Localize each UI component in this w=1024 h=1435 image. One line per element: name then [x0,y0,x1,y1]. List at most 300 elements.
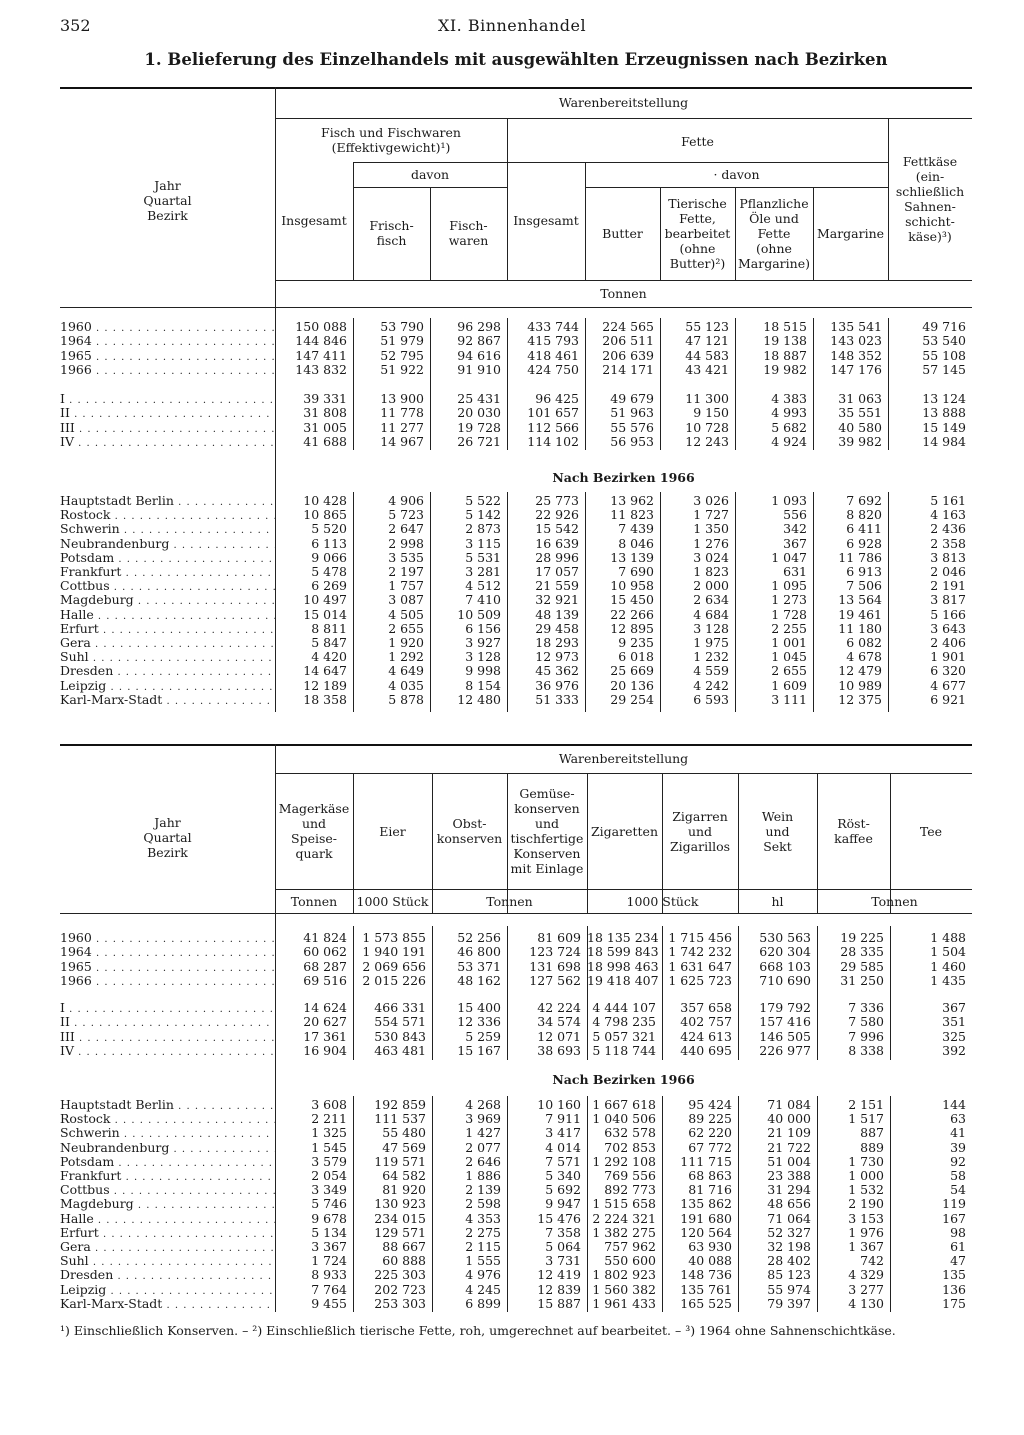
table-cell: 4 798 235 [592,1014,656,1030]
table-cell: 7 764 [311,1281,347,1297]
table-cell: 144 846 [295,333,347,349]
table-cell: 38 693 [537,1042,581,1058]
table-cell: 147 411 [295,347,347,363]
table-cell: 19 138 [763,333,807,349]
table-cell: 1 504 [930,944,966,960]
table-cell: 14 624 [303,1000,347,1015]
table-cell: 4 649 [388,663,424,679]
table-cell: 92 [950,1153,966,1169]
table-cell: 148 736 [680,1267,732,1283]
table-cell: 6 156 [465,620,501,636]
table-cell: 71 064 [767,1210,811,1226]
table-cell: 2 358 [930,535,966,551]
table-cell: 35 551 [838,405,882,421]
table-cell: 226 977 [759,1042,811,1058]
table-cell: 25 669 [610,663,654,679]
table-cell: 31 063 [838,391,882,406]
table-cell: 3 153 [848,1210,884,1226]
table-cell: 14 647 [303,663,347,679]
table-cell: 3 417 [545,1125,581,1141]
table-cell: 10 509 [457,606,501,622]
table-cell: 52 795 [380,347,424,363]
table-cell: 2 015 226 [362,972,426,988]
rule-line [275,118,972,119]
table-cell: 1 427 [465,1125,501,1141]
table-cell: 889 [860,1139,884,1155]
table-cell: 81 716 [688,1182,732,1198]
table-cell: 1 276 [693,535,729,551]
table-cell: 40 580 [838,419,882,435]
table-cell: 28 402 [767,1253,811,1269]
table-cell: 12 895 [610,620,654,636]
table-cell: 1 045 [771,649,807,665]
row-label: 1965 . . . [60,349,275,363]
table-cell: 3 111 [771,691,807,707]
table-cell: 3 128 [693,620,729,636]
table-cell: 9 947 [545,1196,581,1212]
stub-header: Jahr Quartal Bezirk [143,815,192,860]
table-cell: 61 [950,1239,966,1254]
table-cell: 85 123 [767,1267,811,1283]
table-cell: 11 300 [685,391,729,406]
table-cell: 31 808 [303,405,347,421]
row-label: 1966 . . . [60,974,275,988]
table-cell: 4 245 [465,1281,501,1297]
table-cell: 1 560 382 [592,1281,656,1297]
table-cell: 96 298 [457,319,501,334]
table-cell: 892 773 [604,1182,656,1198]
table-cell: 40 000 [767,1111,811,1127]
table-cell: 12 973 [535,649,579,665]
table-cell: 10 865 [303,507,347,523]
table-cell: 19 982 [763,361,807,377]
table-cell: 1 728 [771,606,807,622]
table-cell: 12 839 [537,1281,581,1297]
table-cell: 89 225 [688,1111,732,1127]
table-cell: 8 933 [311,1267,347,1283]
table-cell: 20 030 [457,405,501,421]
table-cell: 46 800 [457,944,501,960]
table-cell: 1 273 [771,592,807,608]
table-cell: 96 425 [535,391,579,406]
table-cell: 41 688 [303,433,347,449]
table-cell: 148 352 [830,347,882,363]
table-cell: 2 406 [930,635,966,650]
table-cell: 2 211 [311,1111,347,1127]
table-cell: 214 171 [602,361,654,377]
table-cell: 20 627 [303,1014,347,1030]
table-cell: 4 163 [930,507,966,523]
table-cell: 10 958 [610,578,654,594]
group-header-warenbereitstellung: Warenbereitstellung [558,751,689,766]
table-cell: 3 115 [465,535,501,551]
table-cell: 2 647 [388,521,424,537]
table-cell: 21 559 [535,578,579,594]
table-cell: 175 [942,1295,966,1311]
table-cell: 9 678 [311,1210,347,1226]
row-label: Dresden . . . [60,664,275,678]
table-cell: 3 643 [930,620,966,636]
row-label: 1960 . . . [60,931,275,945]
rule-line [60,913,972,914]
table-cell: 3 817 [930,592,966,608]
table-cell: 1 325 [311,1125,347,1141]
table-cell: 3 813 [930,549,966,565]
table-cell: 48 656 [767,1196,811,1212]
table-cell: 357 658 [680,1000,732,1015]
table-cell: 29 585 [840,958,884,974]
table-cell: 31 005 [303,419,347,435]
table-cell: 4 924 [771,433,807,449]
davon-fisch: davon [410,167,450,182]
col-frischfisch: Frisch- fisch [369,218,414,248]
table-cell: 12 419 [537,1267,581,1283]
row-label: Schwerin . . . [60,1126,275,1140]
row-label: Potsdam . . . [60,551,275,565]
table-cell: 5 259 [465,1028,501,1044]
table-cell: 2 998 [388,535,424,551]
table-cell: 224 565 [602,319,654,334]
table-cell: 631 [783,564,807,579]
table-cell: 1 545 [311,1139,347,1155]
rule-line [60,307,972,308]
chapter-heading: XI. Binnenhandel [437,16,587,35]
table-cell: 135 541 [830,319,882,334]
table-cell: 530 843 [374,1028,426,1044]
table-cell: 1 292 108 [592,1153,656,1169]
table-cell: 3 128 [465,649,501,665]
table-cell: 11 180 [838,620,882,636]
table-cell: 39 [950,1139,966,1155]
table-cell: 5 142 [465,507,501,523]
table-cell: 28 996 [535,549,579,565]
table-cell: 2 255 [771,620,807,636]
table-cell: 710 690 [759,972,811,988]
table-cell: 36 976 [535,677,579,693]
row-label: Leipzig . . . [60,1283,275,1297]
table-cell: 554 571 [374,1014,426,1030]
table-cell: 67 772 [688,1139,732,1155]
table-cell: 6 928 [846,535,882,551]
row-label: IV . . . [60,1044,275,1058]
row-label: Leipzig . . . [60,679,275,693]
row-label: Cottbus . . . [60,579,275,593]
table-cell: 19 225 [840,930,884,945]
table-cell: 5 746 [311,1196,347,1212]
table-cell: 165 525 [680,1295,732,1311]
table-cell: 16 904 [303,1042,347,1058]
row-label: Cottbus . . . [60,1183,275,1197]
table-cell: 69 516 [303,972,347,988]
table-cell: 6 082 [846,635,882,650]
table-cell: 13 888 [922,405,966,421]
table-cell: 13 564 [838,592,882,608]
table-cell: 4 444 107 [592,1000,656,1015]
table-cell: 29 458 [535,620,579,636]
table-cell: 1 292 [388,649,424,665]
table-cell: 119 [942,1196,966,1212]
table-cell: 55 974 [767,1281,811,1297]
table-cell: 51 004 [767,1153,811,1169]
table-cell: 556 [783,507,807,523]
table-cell: 7 692 [846,493,882,508]
row-label: 1964 . . . [60,945,275,959]
table-cell: 8 154 [465,677,501,693]
unit-tonnen: Tonnen [486,893,533,909]
table-cell: 2 115 [465,1239,501,1254]
table-cell: 1 047 [771,549,807,565]
table-cell: 1 757 [388,578,424,594]
table-cell: 530 563 [759,930,811,945]
table-cell: 34 574 [537,1014,581,1030]
table-cell: 14 967 [380,433,424,449]
table-cell: 26 721 [457,433,501,449]
table-cell: 19 461 [838,606,882,622]
table-cell: 167 [942,1210,966,1226]
table-cell: 3 969 [465,1111,501,1127]
table-cell: 2 873 [465,521,501,537]
table-cell: 39 331 [303,391,347,406]
table-cell: 94 616 [457,347,501,363]
table-cell: 7 996 [848,1028,884,1044]
row-label: Karl-Marx-Stadt . . . [60,693,275,707]
table-cell: 1 631 647 [668,958,732,974]
table-cell: 424 613 [680,1028,732,1044]
table-cell: 95 424 [688,1097,732,1112]
table-cell: 49 679 [610,391,654,406]
table-cell: 6 899 [465,1295,501,1311]
table-cell: 5 057 321 [592,1028,656,1044]
table-cell: 351 [942,1014,966,1030]
table-cell: 2 046 [930,564,966,579]
table-cell: 42 224 [537,1000,581,1015]
table-cell: 6 913 [846,564,882,579]
table-cell: 7 690 [618,564,654,579]
row-label: Magdeburg . . . [60,593,275,607]
table-cell: 466 331 [374,1000,426,1015]
table-cell: 19 418 407 [587,972,659,988]
table-cell: 10 497 [303,592,347,608]
table-cell: 13 962 [610,493,654,508]
table-cell: 130 923 [374,1196,426,1212]
rule-line [60,87,972,89]
table-cell: 887 [860,1125,884,1141]
table-cell: 367 [783,535,807,551]
table-cell: 2 646 [465,1153,501,1169]
row-label: Erfurt . . . [60,622,275,636]
row-label: I . . . [60,1001,275,1015]
table-cell: 150 088 [295,319,347,334]
table-cell: 32 198 [767,1239,811,1254]
table-cell: 143 023 [830,333,882,349]
table-cell: 18 599 843 [587,944,659,960]
table-cell: 1 920 [388,635,424,650]
table-cell: 143 832 [295,361,347,377]
table-cell: 8 338 [848,1042,884,1058]
row-label: Frankfurt . . . [60,1169,275,1183]
table-cell: 28 335 [840,944,884,960]
row-label: IV . . . [60,435,275,449]
unit-hl: hl [771,893,784,909]
row-label: Rostock . . . [60,1112,275,1126]
table-cell: 60 062 [303,944,347,960]
table-cell: 1 555 [465,1253,501,1269]
table-cell: 12 189 [303,677,347,693]
table-cell: 4 242 [693,677,729,693]
table-cell: 1 742 232 [668,944,732,960]
table-cell: 49 716 [922,319,966,334]
table-cell: 4 512 [465,578,501,594]
table-cell: 2 139 [465,1182,501,1198]
row-label: Gera . . . [60,1240,275,1254]
group-header-fette: Fette [681,133,714,149]
table-cell: 1 961 433 [592,1295,656,1311]
table-cell: 43 421 [685,361,729,377]
page-number: 352 [60,16,91,35]
table-cell: 18 135 234 [587,930,659,945]
table-cell: 4 329 [848,1267,884,1283]
table-cell: 234 015 [374,1210,426,1226]
table-cell: 2 436 [930,521,966,537]
table-cell: 4 014 [545,1139,581,1155]
table-cell: 2 634 [693,592,729,608]
table-cell: 3 349 [311,1182,347,1198]
table-cell: 7 336 [848,1000,884,1015]
row-label: Rostock . . . [60,508,275,522]
table-cell: 424 750 [527,361,579,377]
col-zigarren: Zigarren und Zigarillos [669,808,731,854]
table-cell: 47 [950,1253,966,1269]
table-cell: 114 102 [527,433,579,449]
table-cell: 1 573 855 [362,930,426,945]
table-cell: 52 327 [767,1224,811,1240]
table-cell: 23 388 [767,1168,811,1183]
table-cell: 40 088 [688,1253,732,1269]
table-cell: 45 362 [535,663,579,679]
table-cell: 668 103 [759,958,811,974]
table-cell: 325 [942,1028,966,1044]
table-cell: 29 254 [610,691,654,707]
table-cell: 192 859 [374,1097,426,1112]
table-cell: 1 093 [771,493,807,508]
row-label: Suhl . . . [60,1254,275,1268]
row-label: Hauptstadt Berlin . . . [60,494,275,508]
table-cell: 39 982 [838,433,882,449]
table-cell: 47 121 [685,333,729,349]
table-cell: 51 922 [380,361,424,377]
table-cell: 3 277 [848,1281,884,1297]
table-cell: 4 353 [465,1210,501,1226]
table-cell: 135 862 [680,1196,732,1212]
table-cell: 17 057 [535,564,579,579]
table-cell: 64 582 [382,1168,426,1183]
table-cell: 7 439 [618,521,654,537]
rule-line [275,773,972,774]
table-cell: 3 579 [311,1153,347,1169]
table-cell: 253 303 [374,1295,426,1311]
table-cell: 71 084 [767,1097,811,1112]
table-cell: 21 109 [767,1125,811,1141]
table-cell: 12 375 [838,691,882,707]
table-cell: 3 026 [693,493,729,508]
col-roestkaffee: Röst- kaffee [834,816,873,846]
table-cell: 632 578 [604,1125,656,1141]
row-label: Karl-Marx-Stadt . . . [60,1297,275,1311]
table-cell: 2 655 [388,620,424,636]
group-header-warenbereitstellung: Warenbereitstellung [558,95,689,110]
table-cell: 144 [942,1097,966,1112]
table-cell: 14 984 [922,433,966,449]
col-pflanzliche-oele: Pflanzliche Öle und Fette (ohne Margarine) [738,195,810,271]
table-cell: 7 506 [846,578,882,594]
table-cell: 1 730 [848,1153,884,1169]
table-cell: 5 531 [465,549,501,565]
table-cell: 3 535 [388,549,424,565]
row-label: Suhl . . . [60,650,275,664]
table-cell: 6 593 [693,691,729,707]
table-cell: 8 046 [618,535,654,551]
table-cell: 13 139 [610,549,654,565]
table-cell: 135 761 [680,1281,732,1297]
col-wein: Wein und Sekt [761,808,794,854]
row-label: Halle . . . [60,608,275,622]
table-cell: 55 480 [382,1125,426,1141]
table-cell: 440 695 [680,1042,732,1058]
table-cell: 206 639 [602,347,654,363]
table-cell: 56 953 [610,433,654,449]
table-cell: 6 269 [311,578,347,594]
table-cell: 92 867 [457,333,501,349]
row-label: Neubrandenburg . . . [60,537,275,551]
row-label: Potsdam . . . [60,1155,275,1169]
table-cell: 5 878 [388,691,424,707]
table-cell: 7 358 [545,1224,581,1240]
table-cell: 191 680 [680,1210,732,1226]
table-cell: 12 479 [838,663,882,679]
table-cell: 1 727 [693,507,729,523]
table-cell: 15 400 [457,1000,501,1015]
table-cell: 48 162 [457,972,501,988]
table-cell: 54 [950,1182,966,1198]
table-cell: 111 715 [680,1153,732,1169]
table-cell: 51 963 [610,405,654,421]
table-cell: 9 455 [311,1295,347,1311]
table-cell: 1 488 [930,930,966,945]
table-title: 1. Belieferung des Einzelhandels mit ausgewählten Erzeugnissen nach Bezirken [144,50,888,69]
table-cell: 402 757 [680,1014,732,1030]
table-cell: 1 517 [848,1111,884,1127]
row-label: 1965 . . . [60,960,275,974]
table-cell: 1 901 [930,649,966,665]
table-cell: 53 371 [457,958,501,974]
table-cell: 16 639 [535,535,579,551]
table-cell: 1 382 275 [592,1224,656,1240]
table-cell: 5 692 [545,1182,581,1198]
table-cell: 8 811 [311,620,347,636]
table-cell: 10 728 [685,419,729,435]
table-cell: 433 744 [527,319,579,334]
table-cell: 2 598 [465,1196,501,1212]
table-cell: 620 304 [759,944,811,960]
table-cell: 6 018 [618,649,654,665]
table-cell: 9 066 [311,549,347,565]
table-cell: 1 715 456 [668,930,732,945]
table-cell: 79 397 [767,1295,811,1311]
table-cell: 342 [783,521,807,537]
table-cell: 22 266 [610,606,654,622]
table-cell: 1 975 [693,635,729,650]
davon-fette: · davon [713,167,760,182]
